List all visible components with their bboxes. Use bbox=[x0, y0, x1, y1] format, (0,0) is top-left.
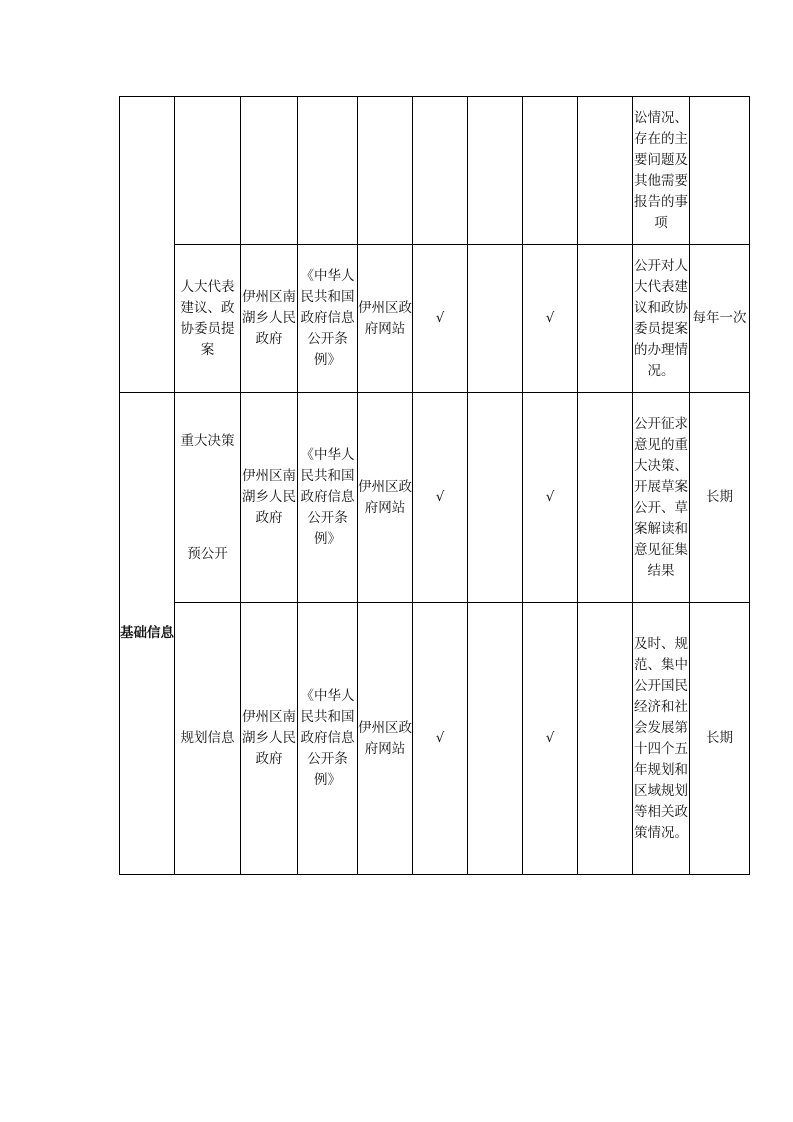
subject-cell: 伊州区南湖乡人民政府 bbox=[241, 603, 298, 875]
check-cell bbox=[413, 97, 468, 245]
check-cell bbox=[578, 97, 633, 245]
check-cell bbox=[468, 97, 523, 245]
table-row bbox=[120, 97, 750, 245]
disclosure-table-container bbox=[119, 96, 750, 875]
check-cell: √ bbox=[523, 603, 578, 875]
period-cell: 每年一次 bbox=[690, 245, 750, 393]
channel-cell: 伊州区政府网站 bbox=[358, 393, 413, 603]
check-cell bbox=[468, 393, 523, 603]
table-row bbox=[120, 603, 750, 875]
category-cell: 基础信息 bbox=[120, 393, 175, 875]
check-cell bbox=[578, 245, 633, 393]
basis-cell: 《中华人民共和国政府信息公开条例》 bbox=[298, 393, 358, 603]
check-cell bbox=[523, 97, 578, 245]
channel-cell: 伊州区政府网站 bbox=[358, 245, 413, 393]
check-cell bbox=[468, 245, 523, 393]
description-cell: 公开对人大代表建议和政协委员提案的办理情况。 bbox=[633, 245, 690, 393]
period-cell: 长期 bbox=[690, 603, 750, 875]
item-label-line2: 预公开 bbox=[187, 545, 228, 562]
item-label-line1: 重大决策 bbox=[180, 432, 235, 449]
item-cell bbox=[175, 393, 241, 603]
check-cell: √ bbox=[413, 603, 468, 875]
item-cell: 人大代表建议、政协委员提案 bbox=[175, 245, 241, 393]
basis-cell: 《中华人民共和国政府信息公开条例》 bbox=[298, 245, 358, 393]
description-cell: 公开征求意见的重大决策、开展草案公开、草案解读和意见征集结果 bbox=[633, 393, 690, 603]
channel-cell: 伊州区政府网站 bbox=[358, 603, 413, 875]
period-cell bbox=[690, 97, 750, 245]
check-cell: √ bbox=[413, 245, 468, 393]
channel-cell bbox=[358, 97, 413, 245]
table-row bbox=[120, 245, 750, 393]
subject-cell: 伊州区南湖乡人民政府 bbox=[241, 245, 298, 393]
check-cell: √ bbox=[523, 245, 578, 393]
check-cell: √ bbox=[413, 393, 468, 603]
table-row bbox=[120, 393, 750, 603]
subject-cell: 伊州区南湖乡人民政府 bbox=[241, 393, 298, 603]
item-cell bbox=[175, 97, 241, 245]
check-cell bbox=[578, 603, 633, 875]
category-cell-continued bbox=[120, 97, 175, 393]
basis-cell: 《中华人民共和国政府信息公开条例》 bbox=[298, 603, 358, 875]
check-cell: √ bbox=[523, 393, 578, 603]
description-cell: 及时、规范、集中公开国民经济和社会发展第十四个五年规划和区域规划等相关政策情况。 bbox=[633, 603, 690, 875]
disclosure-table bbox=[119, 96, 750, 875]
item-cell: 规划信息 bbox=[175, 603, 241, 875]
check-cell bbox=[468, 603, 523, 875]
subject-cell bbox=[241, 97, 298, 245]
basis-cell bbox=[298, 97, 358, 245]
period-cell: 长期 bbox=[690, 393, 750, 603]
description-cell: 讼情况、存在的主要问题及其他需要报告的事项 bbox=[633, 97, 690, 245]
check-cell bbox=[578, 393, 633, 603]
